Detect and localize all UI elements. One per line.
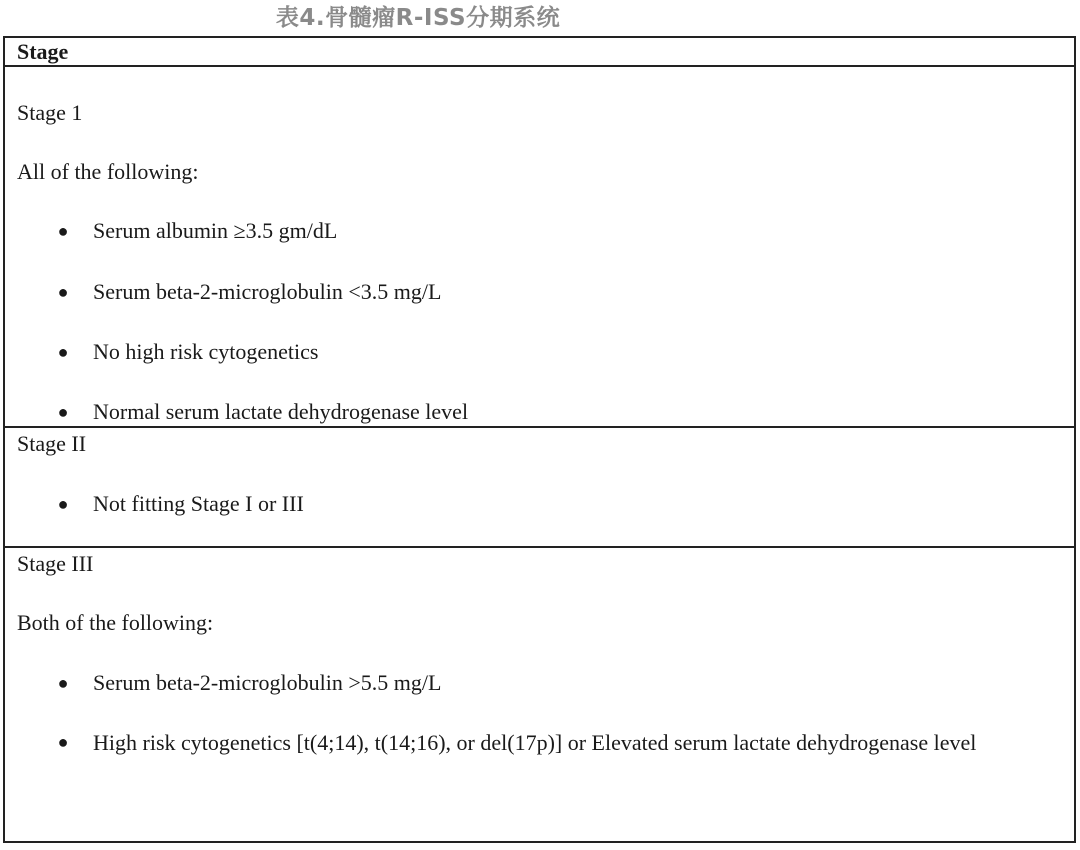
stage-3-intro: Both of the following: — [17, 610, 214, 635]
list-item — [53, 399, 1054, 425]
list-item — [53, 218, 1054, 244]
table-row-stage-1 — [5, 67, 1074, 428]
list-item — [53, 339, 1054, 365]
list-item-text: Serum beta-2-microglobulin >5.5 mg/L — [93, 670, 442, 695]
bullet-icon: ● — [57, 732, 69, 752]
stage-1-title: Stage 1 — [17, 100, 83, 125]
bullet-icon: ● — [57, 402, 69, 422]
table-row-stage-3 — [5, 548, 1074, 841]
list-item-text: Not fitting Stage I or III — [93, 491, 304, 516]
column-header-stage: Stage — [17, 39, 69, 64]
list-item-text: No high risk cytogenetics — [93, 339, 319, 364]
stage-2-title: Stage II — [17, 431, 87, 456]
list-item-text: Serum beta-2-microglobulin <3.5 mg/L — [93, 279, 442, 304]
table-header-row — [5, 38, 1074, 67]
stage-3-title: Stage III — [17, 551, 94, 576]
list-item-text: High risk cytogenetics [t(4;14), t(14;16), or del(17p)] or Elevated serum lactate dehydrogenase level — [93, 730, 977, 755]
bullet-icon: ● — [57, 673, 69, 693]
list-item-text: Normal serum lactate dehydrogenase level — [93, 399, 469, 424]
list-item — [53, 279, 1054, 305]
table-row-stage-2 — [5, 428, 1074, 548]
bullet-icon: ● — [57, 282, 69, 302]
table-caption: 表4.骨髓瘤R-ISS分期系统 — [275, 5, 561, 31]
list-item — [53, 670, 1054, 696]
list-item-text: Serum albumin ≥3.5 gm/dL — [93, 218, 338, 243]
list-item — [53, 730, 1054, 772]
list-item — [53, 491, 1054, 517]
staging-table — [3, 36, 1076, 843]
stage-1-intro: All of the following: — [17, 159, 199, 184]
bullet-icon: ● — [57, 494, 69, 514]
bullet-icon: ● — [57, 221, 69, 241]
bullet-icon: ● — [57, 342, 69, 362]
